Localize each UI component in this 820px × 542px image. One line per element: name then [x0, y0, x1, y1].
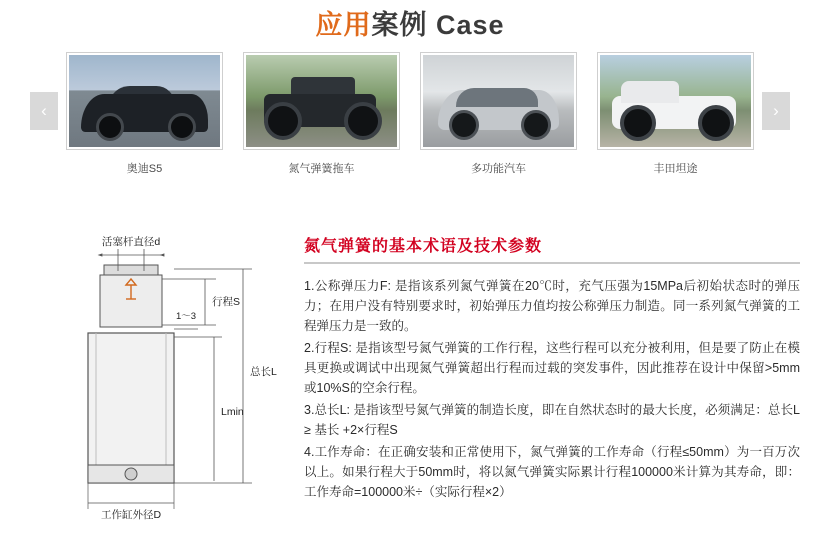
carousel-item-caption: 多功能汽车 — [471, 163, 526, 175]
carousel-prev-arrow[interactable]: ‹ — [30, 92, 58, 130]
nitrogen-spring-trailer-photo — [246, 55, 397, 147]
svg-text:活塞杆直径d: 活塞杆直径d — [101, 236, 161, 248]
spec-section — [0, 225, 820, 525]
carousel-item-caption: 丰田坦途 — [653, 163, 698, 175]
section-title: 氮气弹簧的基本术语及技术参数 — [304, 238, 543, 255]
page-title-cn-orange: 应用 — [315, 10, 372, 40]
svg-text:总长L: 总长L — [250, 366, 277, 378]
thumbnail-frame[interactable] — [597, 52, 754, 150]
spec-paragraph-2: 2.行程S: 是指该型号氮气弹簧的工作行程，这些行程可以充分被利用，但是要了防止在模具更换或调试中出现氮气弹簧超出行程而过载的突发事件，因此推荐在设计中保留>5mm或10%S的空余行程。 — [304, 341, 800, 395]
thumbnail-frame[interactable] — [66, 52, 223, 150]
thumbnail-frame[interactable] — [420, 52, 577, 150]
multi-purpose-suv-photo — [423, 55, 574, 147]
spec-paragraph-3: 3.总长L: 是指该型号氮气弹簧的制造长度，即在自然状态时的最大长度，必须满足：总长L ≥ 基长 +2×行程S — [304, 403, 800, 437]
carousel-item-caption: 氮气弹簧拖车 — [288, 163, 355, 175]
svg-text:行程S: 行程S — [212, 296, 241, 308]
section-divider — [304, 262, 800, 264]
carousel-item[interactable] — [243, 52, 400, 176]
gas-spring-diagram-container — [0, 225, 300, 525]
carousel-item[interactable] — [66, 52, 223, 176]
spec-paragraph-1: 1.公称弹压力F: 是指该系列氮气弹簧在20℃时，充气压强为15MPa后初始状态时的弹压力；在用户没有特别要求时，初始弹压力值均按公称弹压力制造。同一系列氮气弹簧的工程弹压力是一致的。 — [304, 279, 800, 333]
carousel-item[interactable] — [597, 52, 754, 176]
spec-paragraph-4: 4.工作寿命：在正确安装和正常使用下，氮气弹簧的工作寿命（行程≤50mm）为一百万次以上。如果行程大于50mm时，将以氮气弹簧实际累计行程100000米计算为其寿命，即：工作寿命=100000米÷（实际行程×2） — [304, 445, 800, 499]
audi-s5-sedan-photo — [69, 55, 220, 147]
page-title — [0, 0, 820, 42]
nitrogen-gas-spring-dimension-diagram — [0, 225, 300, 525]
svg-text:Lmin: Lmin — [221, 406, 244, 418]
case-carousel — [0, 52, 820, 207]
carousel-next-arrow[interactable]: › — [762, 92, 790, 130]
page-title-cn-dark: 案例 Case — [371, 10, 505, 40]
spec-text-column — [300, 225, 820, 525]
thumbnail-frame[interactable] — [243, 52, 400, 150]
carousel-item[interactable] — [420, 52, 577, 176]
svg-text:工作缸外径D: 工作缸外径D — [100, 509, 162, 521]
carousel-slides — [0, 52, 820, 176]
svg-text:1～3: 1～3 — [176, 311, 197, 322]
carousel-item-caption: 奥迪S5 — [126, 163, 163, 175]
toyota-tundra-pickup-photo — [600, 55, 751, 147]
